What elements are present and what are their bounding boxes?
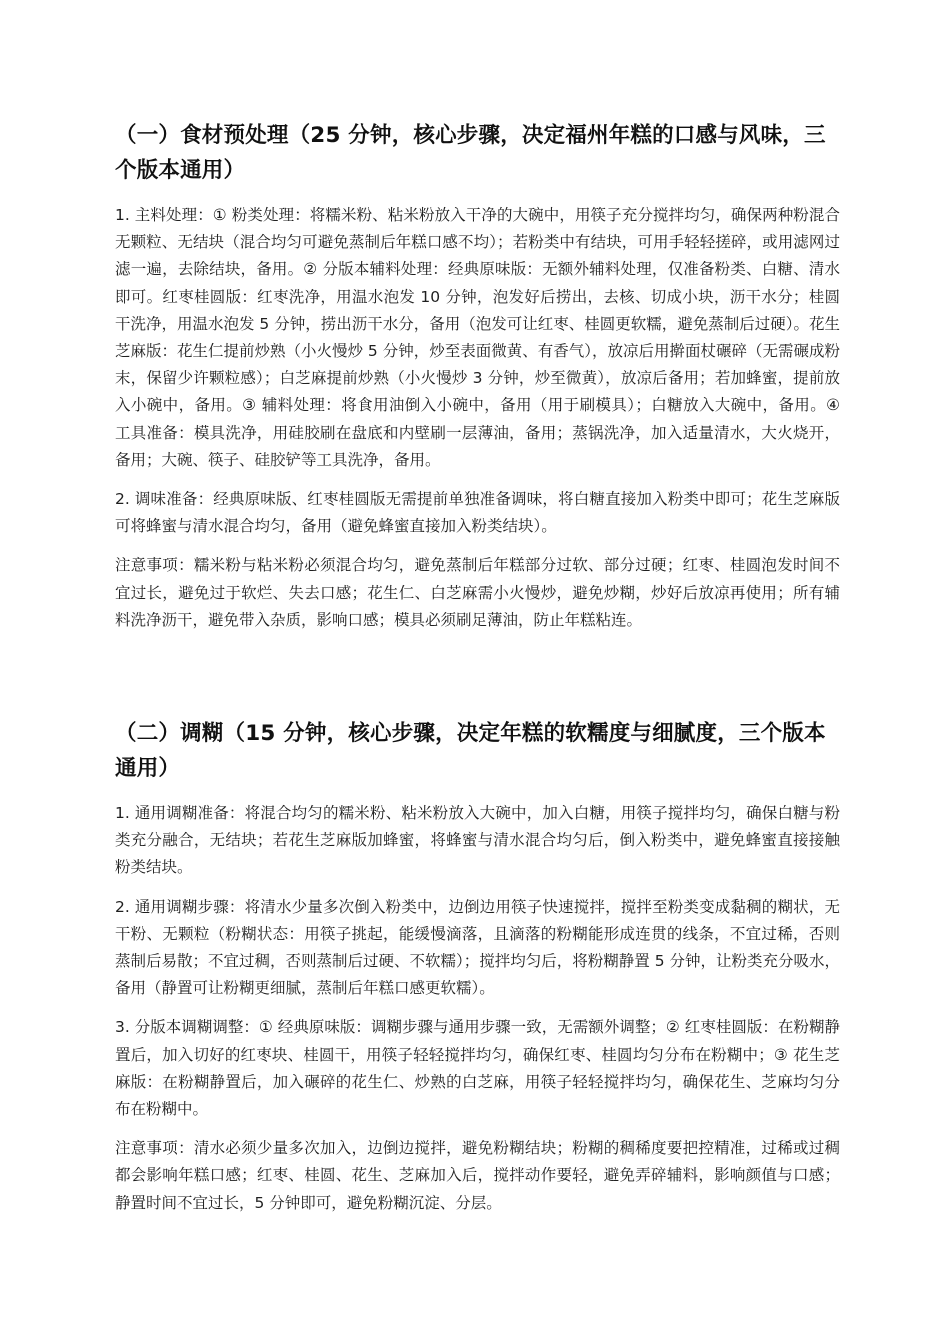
section-batter <box>115 716 840 1229</box>
paragraph-notes: 注意事项：清水必须少量多次加入，边倒边搅拌，避免粉糊结块；粉糊的稠稀度要把控精准，过稀或过稠都会影响年糕口感；红枣、桂圆、花生、芝麻加入后，搅拌动作要轻，避免弄碎辅料，影响颜值与口感；静置时间不宜过长，5 分钟即可，避免粉糊沉淀、分层。 <box>115 1139 840 1212</box>
section-ingredient-prep <box>115 118 840 646</box>
paragraph-version-adjustments: 3. 分版本调糊调整：① 经典原味版：调糊步骤与通用步骤一致，无需额外调整；② 红枣桂圆版：在粉糊静置后，加入切好的红枣块、桂圆干，用筷子轻轻搅拌均匀，确保红枣、桂圆均匀分布在粉糊中；③ 花生芝麻版：在粉糊静置后，加入碾碎的花生仁、炒熟的白芝麻，用筷子轻轻搅拌均匀，确保花生、芝麻均匀分布在粉糊中。 <box>115 1018 840 1119</box>
paragraph-notes: 注意事项：糯米粉与粘米粉必须混合均匀，避免蒸制后年糕部分过软、部分过硬；红枣、桂圆泡发时间不宜过长，避免过于软烂、失去口感；花生仁、白芝麻需小火慢炒，避免炒糊，炒好后放凉再使用；所有辅料洗净沥干，避免带入杂质，影响口感；模具必须刷足薄油，防止年糕粘连。 <box>115 556 840 629</box>
paragraph-batter-steps: 2. 通用调糊步骤：将清水少量多次倒入粉类中，边倒边用筷子快速搅拌，搅拌至粉类变成黏稠的糊状，无干粉、无颗粒（粉糊状态：用筷子挑起，能缓慢滴落，且滴落的粉糊能形成连贯的线条，不宜过稀，否则蒸制后易散；不宜过稠，否则蒸制后过硬、不软糯）；搅拌均匀后，将粉糊静置 5 分钟，让粉类充分吸水，备用（静置可让粉糊更细腻，蒸制后年糕口感更软糯）。 <box>115 897 840 998</box>
paragraph-seasoning-prep: 2. 调味准备：经典原味版、红枣桂圆版无需提前单独准备调味，将白糖直接加入粉类中即可；花生芝麻版可将蜂蜜与清水混合均匀，备用（避免蜂蜜直接加入粉类结块）。 <box>115 490 840 536</box>
section-heading: （一）食材预处理（25 分钟，核心步骤，决定福州年糕的口感与风味，三个版本通用） <box>115 123 826 183</box>
paragraph-batter-prep: 1. 通用调糊准备：将混合均匀的糯米粉、粘米粉放入大碗中，加入白糖，用筷子搅拌均匀，确保白糖与粉类充分融合，无结块；若花生芝麻版加蜂蜜，将蜂蜜与清水混合均匀后，倒入粉类中，避免蜂蜜直接接触粉类结块。 <box>115 804 840 877</box>
section-heading: （二）调糊（15 分钟，核心步骤，决定年糕的软糯度与细腻度，三个版本通用） <box>115 721 826 781</box>
paragraph-main-ingredients: 1. 主料处理：① 粉类处理：将糯米粉、粘米粉放入干净的大碗中，用筷子充分搅拌均匀，确保两种粉混合无颗粒、无结块（混合均匀可避免蒸制后年糕口感不均）；若粉类中有结块，可用手轻轻搓碎，或用滤网过滤一遍，去除结块，备用。② 分版本辅料处理：经典原味版：无额外辅料处理，仅准备粉类、白糖、清水即可。红枣桂圆版：红枣洗净，用温水泡发 10 分钟，泡发好后捞出，去核、切成小块，沥干水分；桂圆干洗净，用温水泡发 5 分钟，捞出沥干水分，备用（泡发可让红枣、桂圆更软糯，避免蒸制后过硬）。花生芝麻版：花生仁提前炒熟（小火慢炒 5 分钟，炒至表面微黄、有香气），放凉后用擀面杖碾碎（无需碾成粉末，保留少许颗粒感）；白芝麻提前炒熟（小火慢炒 3 分钟，炒至微黄），放凉后备用；若加蜂蜜，提前放入小碗中，备用。③ 辅料处理：将食用油倒入小碗中，备用（用于刷模具）；白糖放入大碗中，备用。④ 工具准备：模具洗净，用硅胶刷在盘底和内壁刷一层薄油，备用；蒸锅洗净，加入适量清水，大火烧开，备用；大碗、筷子、硅胶铲等工具洗净，备用。 <box>115 206 840 469</box>
